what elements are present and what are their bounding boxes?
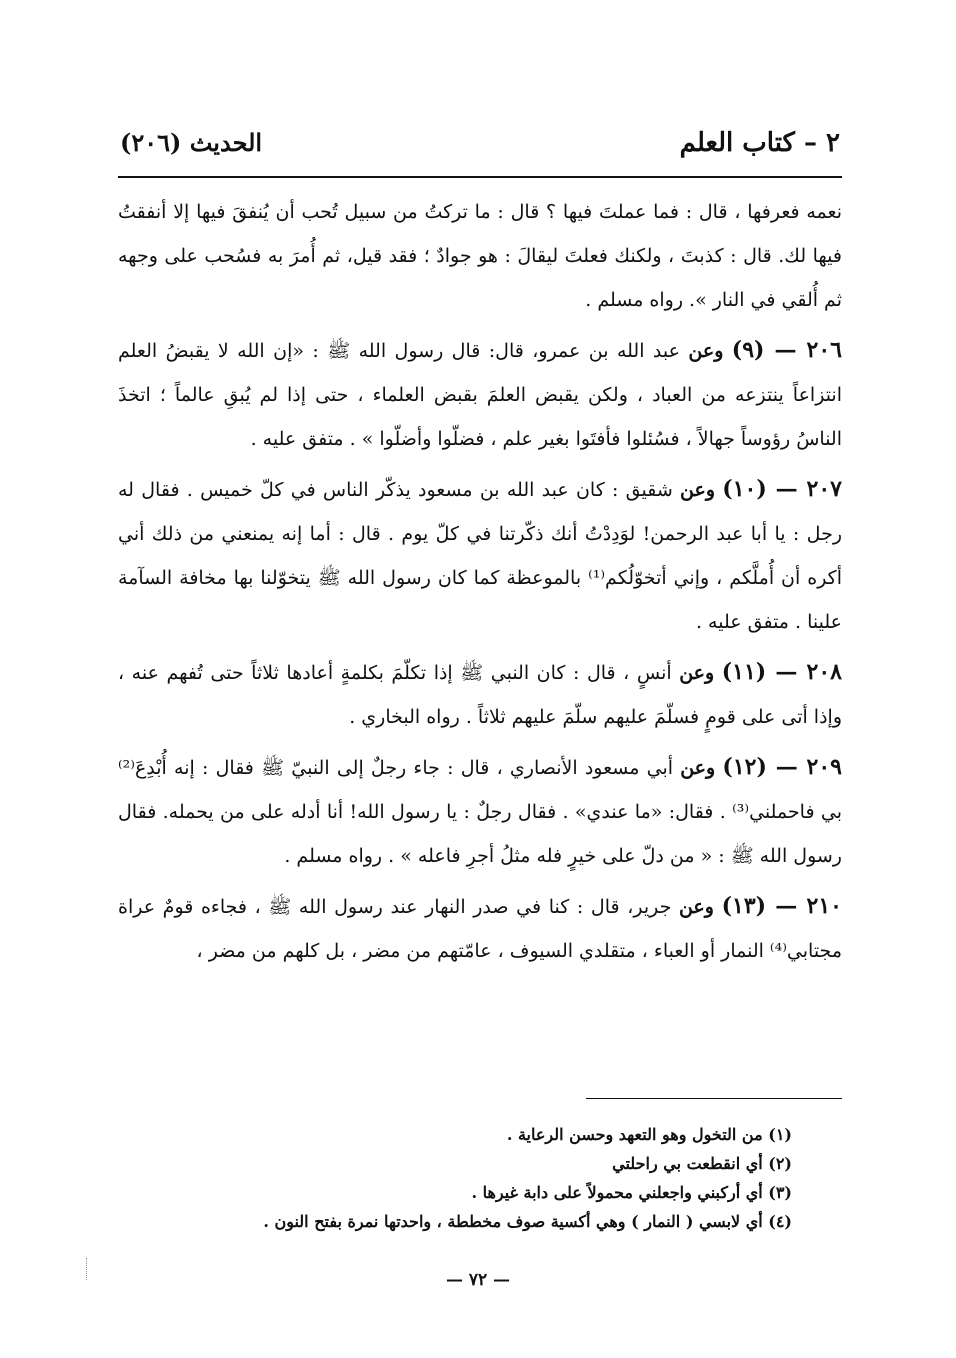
- hadith-number: ٢٠٧ — (١٠): [722, 476, 842, 502]
- paragraph-text: أنسٍ ، قال : كان النبي ﷺ إذا تكلّمَ بكلمةٍ أعادها ثلاثاً حتى تُفهم عنه ، وإذا أتى على قومٍ فسلّمَ عليهم سلّمَ عليهم ثلاثاً . رواه البخاري .: [118, 662, 842, 728]
- paragraph-text: شقيق : كان عبد الله بن مسعود يذكّر الناس في كلّ خميس . فقال له رجل : يا أبا عبد الرحمن! لوَدِدْتُ أنك ذكّرتنا في كلّ يوم . قال : أما إنه يمنعني من ذلك أني أكره أن أُملَّكم ، وإني أتخوّلُكم⁽¹⁾ بالموعظة كما كان رسول الله ﷺ يتخوّلنا بها مخافة السآمة علينا . متفق عليه .: [118, 479, 843, 633]
- paragraph: [118, 190, 842, 322]
- hadith-number: ٢٠٨ — (١١): [721, 659, 842, 685]
- hadith-paragraph: [118, 884, 842, 973]
- footnote: (٢) أي انقطعت بي راحلتي: [612, 1154, 792, 1173]
- narrator-marker: وعن: [680, 479, 716, 501]
- hadith-paragraph: [118, 745, 842, 878]
- header-divider: [118, 176, 842, 178]
- footnote: (١) من التخول وهو التعهد وحسن الرعاية .: [506, 1125, 792, 1144]
- narrator-marker: وعن: [678, 896, 714, 918]
- hadith-number: ٢١٠ — (١٣): [721, 893, 842, 919]
- paragraph-text: عبد الله بن عمرو، قال: قال رسول الله ﷺ : «إن الله لا يقبضُ العلم انتزاعاً ينتزعه من العباد ، ولكن يقبض العلمَ بقبض العلماء ، حتى إذا لم يُبقِ عالماً ؛ اتخذَ الناسُ رؤوساً جهالاً ، فسُئلوا فأفتَوا بغير علم ، فضلّوا وأضلّوا » . متفق عليه .: [118, 340, 842, 450]
- paragraph-text: جرير، قال : كنا في صدر النهار عند رسول الله ﷺ ، فجاءه قومٌ عراة مجتابي⁽⁴⁾ النمار أو العباء ، متقلدي السيوف ، عامّتهم من مضر ، بل كلهم من مضر ،: [118, 896, 842, 962]
- footnotes: [180, 1120, 792, 1236]
- hadith-paragraph: [118, 467, 842, 644]
- page-number: — ٧٢ —: [445, 1270, 511, 1290]
- paragraph-text: أبي مسعود الأنصاري ، قال : جاء رجلٌ إلى النبيّ ﷺ فقال : إنه أُبْدِعَ⁽²⁾ بي فاحملني⁽³⁾ . فقال: «ما عندي» . فقال رجلٌ : يا رسول الله! أنا أدله على من يحمله. فقال رسول الله ﷺ : « من دلّ على خيرٍ فله مثلُ أجرِ فاعله » . رواه مسلم .: [118, 757, 842, 867]
- chapter-title: ٢ – كتاب العلم: [679, 128, 840, 158]
- footnote: (٣) أي أركبني واجعلني محمولاً على دابة غيرها .: [471, 1183, 792, 1202]
- narrator-marker: وعن: [680, 757, 716, 779]
- narrator-marker: وعن: [688, 340, 724, 362]
- hadith-paragraph: [118, 328, 842, 461]
- hadith-reference: الحديث (٢٠٦): [120, 128, 263, 157]
- page-header: [120, 128, 840, 172]
- footnote-divider: [586, 1098, 842, 1099]
- main-text: [118, 190, 842, 979]
- hadith-paragraph: [118, 650, 842, 739]
- hadith-number: ٢٠٩ — (١٢): [722, 754, 842, 780]
- hadith-number: ٢٠٦ — (٩): [731, 337, 842, 363]
- paragraph-text: نعمه فعرفها ، قال : فما عملتَ فيها ؟ قال : ما تركتُ من سبيل تُحب أن يُنفقَ فيها إلا أنفقتُ فيها لك. قال : كذبتَ ، ولكنك فعلتَ ليقالَ : هو جوادٌ ؛ فقد قيل، ثم أُمرَ به فسُحب على وجهه ثم أُلقي في النار ». رواه مسلم .: [118, 201, 842, 311]
- scan-mark: [86, 1258, 88, 1280]
- narrator-marker: وعن: [679, 662, 715, 684]
- footnote: (٤) أي لابسي ( النمار ) وهي أكسية صوف مخططة ، واحدتها نمرة بفتح النون .: [263, 1212, 792, 1231]
